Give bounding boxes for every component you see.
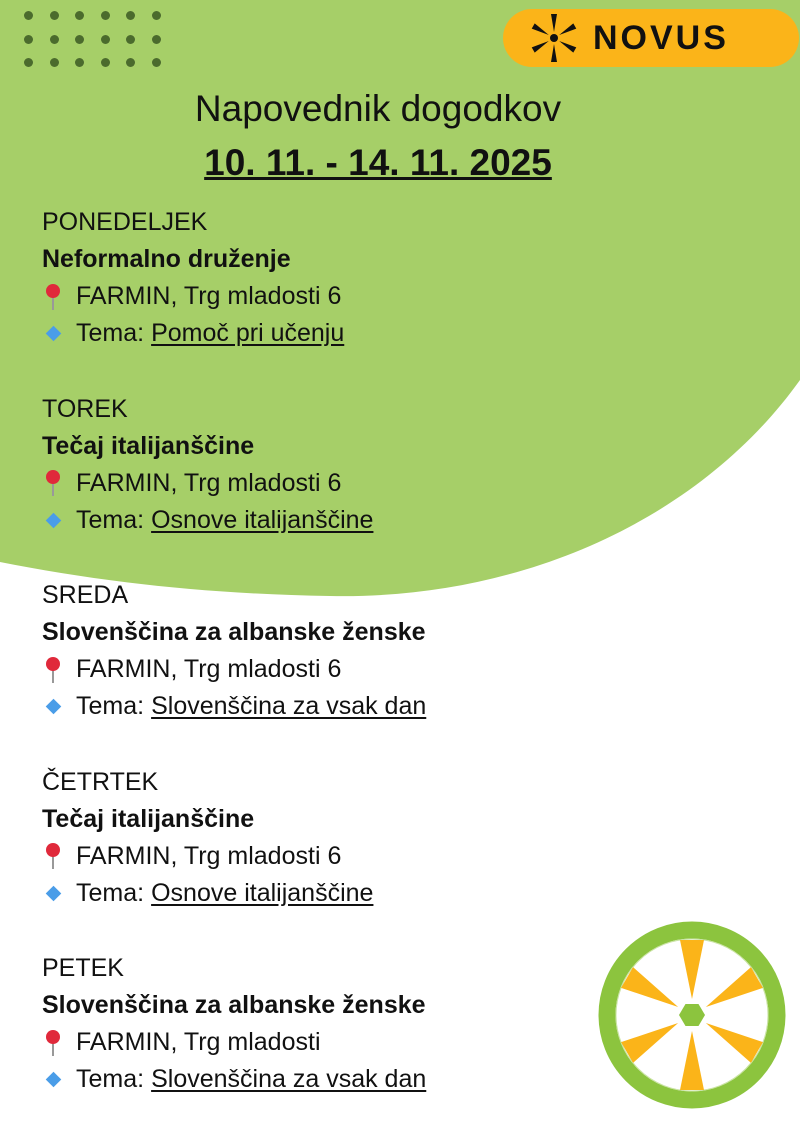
day-name: ČETRTEK [42,767,159,796]
page-title: Napovednik dogodkov [194,88,562,129]
event-title: Tečaj italijanščine [42,431,255,460]
day-name: PETEK [42,954,124,982]
location-text: FARMIN, Trg mladosti 6 [76,282,342,310]
day-name: SREDA [42,581,129,609]
event-title: Slovenščina za albanske ženske [42,618,426,646]
day-block [42,577,426,725]
pin-icon [42,469,64,497]
topic-link[interactable]: Osnove italijanščine [151,878,374,907]
location-row [42,651,426,688]
topic-row [42,875,373,912]
topic-row [42,502,373,539]
location-row [42,1024,426,1061]
topic-label: Tema: [76,1065,145,1093]
topic-label: Tema: [76,319,145,347]
topic-link[interactable]: Pomoč pri učenju [151,319,345,347]
location-row [42,838,373,875]
topic-row [42,688,426,725]
wheel-icon [598,921,786,1109]
diamond-icon [42,328,64,339]
diamond-icon [42,888,64,899]
event-title: Neformalno druženje [42,245,291,273]
day-block [42,764,373,912]
day-block [42,950,426,1098]
location-text: FARMIN, Trg mladosti 6 [76,468,342,497]
pin-icon [42,283,64,311]
topic-row [42,1061,426,1098]
location-text: FARMIN, Trg mladosti 6 [76,655,342,683]
logo-text: NOVUS [593,18,729,57]
pin-icon [42,1029,64,1057]
date-range: 10. 11. - 14. 11. 2025 [204,142,552,183]
topic-label: Tema: [76,692,145,720]
day-name: PONEDELJEK [42,208,208,236]
pin-icon [42,656,64,684]
location-row [42,278,344,315]
novus-logo [503,9,799,67]
location-text: FARMIN, Trg mladosti 6 [76,841,342,870]
event-title: Slovenščina za albanske ženske [42,991,426,1019]
topic-label: Tema: [76,878,145,907]
sun-burst-icon [529,13,579,63]
day-block [42,204,344,352]
decorative-dots [24,11,164,67]
pin-icon [42,842,64,870]
topic-link[interactable]: Slovenščina za vsak dan [151,692,427,720]
location-row [42,465,373,502]
day-name: TOREK [42,394,128,423]
diamond-icon [42,701,64,712]
event-title: Tečaj italijanščine [42,804,255,833]
diamond-icon [42,1074,64,1085]
topic-link[interactable]: Osnove italijanščine [151,505,374,534]
topic-label: Tema: [76,505,145,534]
day-block [42,391,373,539]
topic-link[interactable]: Slovenščina za vsak dan [151,1065,427,1093]
location-text: FARMIN, Trg mladosti [76,1028,321,1056]
diamond-icon [42,515,64,526]
topic-row [42,315,344,352]
